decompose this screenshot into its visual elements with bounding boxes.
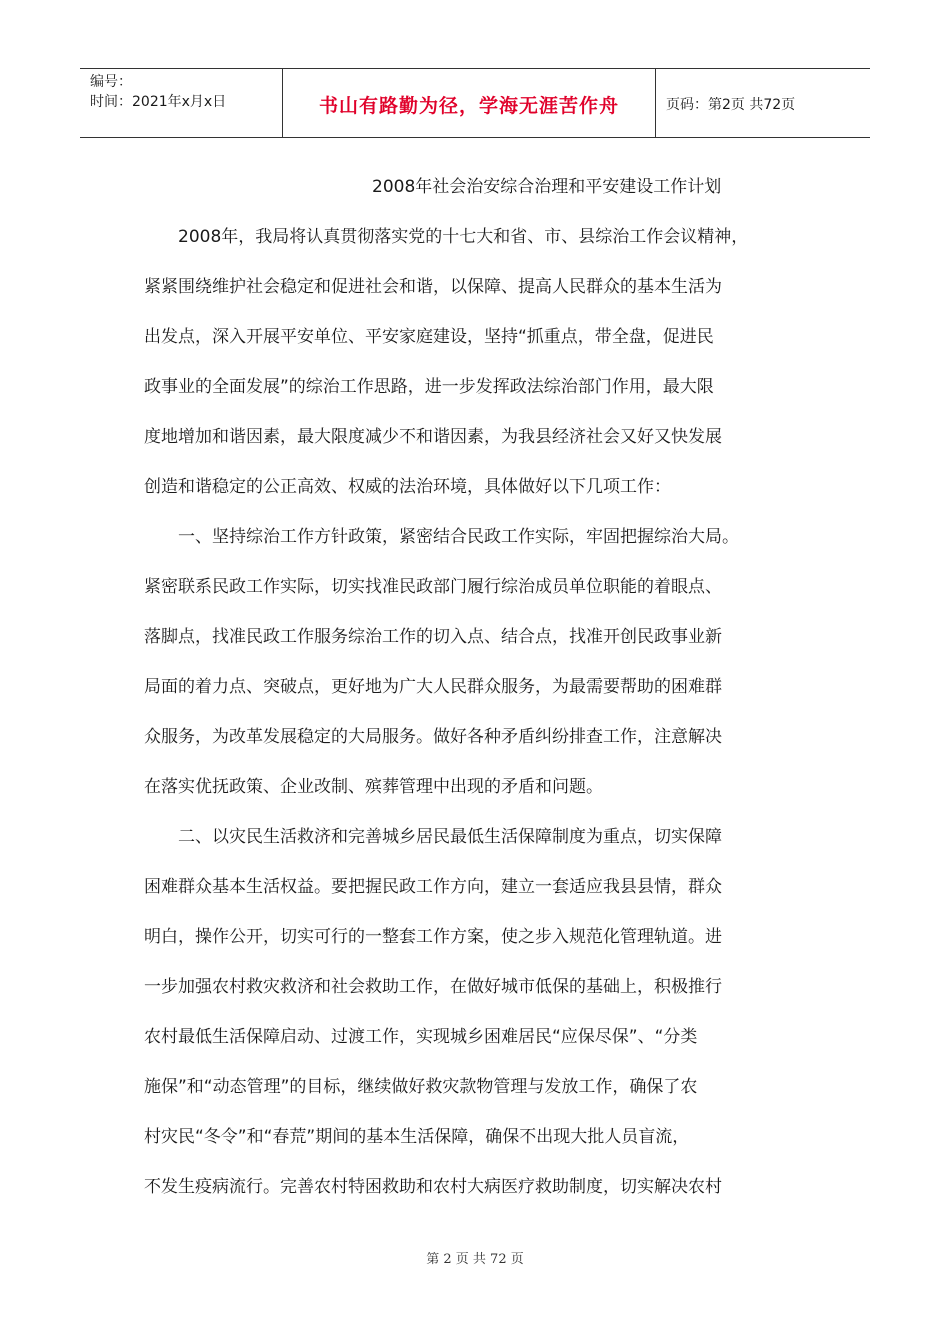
text-line: 落脚点，找准民政工作服务综治工作的切入点、结合点，找准开创民政事业新 [144,627,722,647]
text-line: 出发点，深入开展平安单位、平安家庭建设，坚持“抓重点，带全盘，促进民 [144,327,714,347]
text-line: 在落实优抚政策、企业改制、殡葬管理中出现的矛盾和问题。 [144,777,603,797]
text-line: 村灾民“冬令”和“春荒”期间的基本生活保障，确保不出现大批人员盲流， [144,1127,690,1147]
text-line: 不发生疫病流行。完善农村特困救助和农村大病医疗救助制度，切实解决农村 [144,1177,722,1197]
document-number: 编号： [90,74,132,90]
header-meta-cell [80,69,282,137]
document-header [80,68,870,138]
text-line: 紧紧围绕维护社会稳定和促进社会和谐，以保障、提高人民群众的基本生活为 [144,277,722,297]
document-title: 2008年社会治安综合治理和平安建设工作计划 [372,177,722,197]
header-page-cell [656,69,870,137]
header-motto-cell [282,69,656,137]
text-line: 紧密联系民政工作实际，切实找准民政部门履行综治成员单位职能的着眼点、 [144,577,722,597]
text-line: 困难群众基本生活权益。要把握民政工作方向，建立一套适应我县县情，群众 [144,877,722,897]
page-footer: 第 2 页 共 72 页 [426,1252,524,1267]
text-line: 农村最低生活保障启动、过渡工作，实现城乡困难居民“应保尽保”、“分类 [144,1027,698,1047]
motto: 书山有路勤为径，学海无涯苦作舟 [318,95,619,117]
page-code: 页码：第2页 共72页 [666,97,796,113]
text-line: 局面的着力点、突破点，更好地为广大人民群众服务，为最需要帮助的困难群 [144,677,722,697]
text-line: 一步加强农村救灾救济和社会救助工作，在做好城市低保的基础上，积极推行 [144,977,722,997]
text-line: 一、坚持综治工作方针政策，紧密结合民政工作实际，牢固把握综治大局。 [178,527,739,547]
text-line: 二、以灾民生活救济和完善城乡居民最低生活保障制度为重点，切实保障 [178,827,722,847]
text-line: 创造和谐稳定的公正高效、权威的法治环境，具体做好以下几项工作： [144,477,671,497]
document-time: 时间：2021年x月x日 [90,94,227,110]
text-line: 度地增加和谐因素，最大限度减少不和谐因素，为我县经济社会又好又快发展 [144,427,722,447]
text-line: 2008年，我局将认真贯彻落实党的十七大和省、市、县综治工作会议精神， [178,227,749,247]
text-line: 施保”和“动态管理”的目标，继续做好救灾款物管理与发放工作，确保了农 [144,1077,698,1097]
text-line: 政事业的全面发展”的综治工作思路，进一步发挥政法综治部门作用，最大限 [144,377,714,397]
text-line: 众服务，为改革发展稳定的大局服务。做好各种矛盾纠纷排查工作，注意解决 [144,727,722,747]
text-line: 明白，操作公开，切实可行的一整套工作方案，使之步入规范化管理轨道。进 [144,927,722,947]
